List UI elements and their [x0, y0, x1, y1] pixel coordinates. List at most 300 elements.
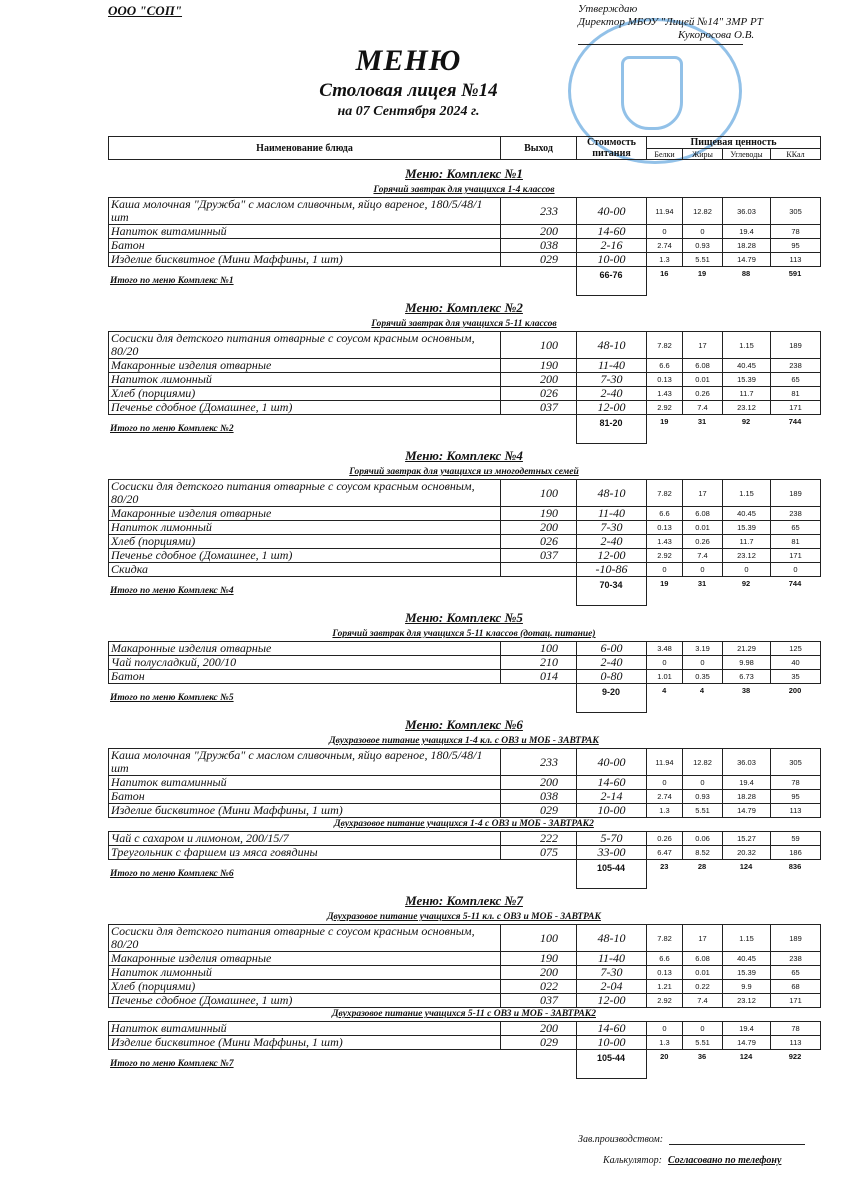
dish-yield: 200: [501, 776, 577, 790]
total-fat: 28: [697, 862, 707, 871]
header-protein: Белки: [647, 149, 683, 160]
header-kcal: ККал: [771, 149, 821, 160]
dish-cost: 2-40: [577, 656, 647, 670]
dish-kcal: 125: [771, 642, 821, 656]
dish-protein: 7.82: [647, 480, 683, 507]
dish-kcal: 238: [771, 952, 821, 966]
dish-fat: 6.08: [683, 359, 723, 373]
table-row: [109, 507, 821, 521]
dish-yield: 029: [501, 253, 577, 267]
dish-yield: 222: [501, 832, 577, 846]
dish-yield: 190: [501, 507, 577, 521]
dish-carbs: 9.9: [723, 980, 771, 994]
header-nutrition: Пищевая ценность: [647, 137, 821, 149]
dish-fat: 6.08: [683, 507, 723, 521]
dish-carbs: 1.15: [723, 480, 771, 507]
dish-protein: 6.6: [647, 507, 683, 521]
dish-fat: 17: [683, 480, 723, 507]
total-table: [108, 860, 820, 889]
dish-name: Напиток лимонный: [109, 966, 501, 980]
group-subtitle: Горячий завтрак для учащихся 5-11 классов: [371, 319, 557, 329]
dish-cost: 12-00: [577, 994, 647, 1008]
dish-name: Печенье сдобное (Домашнее, 1 шт): [109, 401, 501, 415]
dish-name: Хлеб (порциями): [109, 387, 501, 401]
dish-name: Каша молочная "Дружба" с маслом сливочным, яйцо вареное, 180/5/48/1 шт: [109, 749, 501, 776]
dish-cost: 7-30: [577, 373, 647, 387]
dish-kcal: 78: [771, 776, 821, 790]
calculator-label: Калькулятор:: [603, 1155, 662, 1166]
dish-name: Макаронные изделия отварные: [109, 642, 501, 656]
dish-name: Печенье сдобное (Домашнее, 1 шт): [109, 994, 501, 1008]
header-carbs: Углеводы: [723, 149, 771, 160]
dish-cost: 2-16: [577, 239, 647, 253]
dish-yield: 200: [501, 966, 577, 980]
dish-carbs: 19.4: [723, 1022, 771, 1036]
dish-name: Изделие бисквитное (Мини Маффины, 1 шт): [109, 253, 501, 267]
dish-fat: 7.4: [683, 401, 723, 415]
dish-carbs: 21.29: [723, 642, 771, 656]
dish-fat: 0.06: [683, 832, 723, 846]
group-subtitle: Двухразовое питание учащихся 5-11 с ОВЗ и МОБ - ЗАВТРАК2: [332, 1009, 596, 1019]
total-label: Итого по меню Комплекс №1: [110, 275, 234, 286]
dish-cost: 2-40: [577, 387, 647, 401]
table-row: [109, 253, 821, 267]
dish-carbs: 1.15: [723, 925, 771, 952]
dish-name: Напиток витаминный: [109, 1022, 501, 1036]
table-row: [109, 980, 821, 994]
dish-kcal: 0: [771, 563, 821, 577]
dish-cost: 0-80: [577, 670, 647, 684]
dish-protein: 7.82: [647, 332, 683, 359]
table-row: [109, 749, 821, 776]
document-date: на 07 Сентября 2024 г.: [337, 104, 480, 119]
dish-carbs: 20.32: [723, 846, 771, 860]
dish-fat: 8.52: [683, 846, 723, 860]
total-label: Итого по меню Комплекс №4: [110, 585, 234, 596]
menu-sections: [108, 162, 820, 1080]
dish-name: Печенье сдобное (Домашнее, 1 шт): [109, 549, 501, 563]
dish-cost: 40-00: [577, 749, 647, 776]
group-subtitle: Горячий завтрак для учащихся из многодетных семей: [349, 467, 579, 477]
dish-protein: 1.3: [647, 253, 683, 267]
dish-cost: 10-00: [577, 253, 647, 267]
dish-table: [108, 1021, 821, 1050]
dish-name: Хлеб (порциями): [109, 535, 501, 549]
table-row: [109, 373, 821, 387]
dish-protein: 3.48: [647, 642, 683, 656]
table-row: [109, 670, 821, 684]
dish-cost: 11-40: [577, 507, 647, 521]
table-row: [109, 563, 821, 577]
dish-yield: 037: [501, 401, 577, 415]
approval-line-3: Кукоросова О.В.: [678, 29, 755, 41]
dish-kcal: 95: [771, 790, 821, 804]
dish-protein: 1.3: [647, 804, 683, 818]
dish-cost: 7-30: [577, 521, 647, 535]
dish-fat: 0.01: [683, 966, 723, 980]
section-title: Меню: Комплекс №6: [405, 717, 523, 732]
signature-line: [669, 1133, 805, 1145]
total-carbs: 124: [739, 862, 753, 871]
dish-cost: 12-00: [577, 401, 647, 415]
total-label: Итого по меню Комплекс №6: [110, 868, 234, 879]
total-kcal: 200: [788, 686, 802, 695]
table-row: [109, 387, 821, 401]
table-row: [109, 359, 821, 373]
dish-carbs: 40.45: [723, 952, 771, 966]
dish-kcal: 113: [771, 804, 821, 818]
table-row: [109, 480, 821, 507]
dish-carbs: 14.79: [723, 253, 771, 267]
total-carbs: 92: [741, 417, 751, 426]
dish-yield: 100: [501, 642, 577, 656]
dish-yield: 029: [501, 1036, 577, 1050]
dish-carbs: 18.28: [723, 239, 771, 253]
dish-kcal: 189: [771, 480, 821, 507]
dish-cost: -10-86: [577, 563, 647, 577]
total-cost: 66-76: [576, 267, 646, 296]
dish-kcal: 68: [771, 980, 821, 994]
document-title: МЕНЮ: [355, 44, 462, 77]
dish-kcal: 113: [771, 253, 821, 267]
dish-fat: 0: [683, 563, 723, 577]
dish-kcal: 171: [771, 994, 821, 1008]
total-row: [108, 577, 820, 606]
production-signature: [578, 1133, 805, 1145]
dish-fat: 12.82: [683, 749, 723, 776]
dish-protein: 6.6: [647, 359, 683, 373]
dish-protein: 0: [647, 225, 683, 239]
dish-cost: 14-60: [577, 225, 647, 239]
table-row: [109, 952, 821, 966]
dish-table: [108, 641, 821, 684]
dish-protein: 2.74: [647, 239, 683, 253]
dish-yield: 100: [501, 332, 577, 359]
dish-yield: 200: [501, 373, 577, 387]
dish-kcal: 305: [771, 198, 821, 225]
document-subtitle: Столовая лицея №14: [319, 80, 498, 101]
total-kcal: 744: [788, 417, 802, 426]
total-protein: 4: [662, 686, 667, 695]
dish-protein: 2.74: [647, 790, 683, 804]
table-row: [109, 994, 821, 1008]
total-row: [108, 684, 820, 713]
dish-name: Скидка: [109, 563, 501, 577]
total-label: Итого по меню Комплекс №5: [110, 692, 234, 703]
dish-fat: 17: [683, 332, 723, 359]
dish-protein: 6.6: [647, 952, 683, 966]
dish-name: Изделие бисквитное (Мини Маффины, 1 шт): [109, 804, 501, 818]
dish-carbs: 40.45: [723, 359, 771, 373]
table-row: [109, 521, 821, 535]
total-fat: 36: [697, 1052, 707, 1061]
dish-table: [108, 831, 821, 860]
dish-cost: 10-00: [577, 804, 647, 818]
dish-yield: [501, 563, 577, 577]
dish-carbs: 23.12: [723, 549, 771, 563]
dish-name: Батон: [109, 790, 501, 804]
total-row: [108, 267, 820, 296]
approval-line-1: Утверждаю: [578, 3, 638, 15]
section-title: Меню: Комплекс №2: [405, 300, 523, 315]
dish-cost: 33-00: [577, 846, 647, 860]
table-row: [109, 535, 821, 549]
section-title: Меню: Комплекс №5: [405, 610, 523, 625]
dish-protein: 0: [647, 563, 683, 577]
dish-name: Батон: [109, 670, 501, 684]
dish-fat: 0.01: [683, 373, 723, 387]
dish-name: Треугольник с фаршем из мяса говядины: [109, 846, 501, 860]
approval-block: [578, 3, 763, 45]
dish-protein: 11.94: [647, 198, 683, 225]
dish-carbs: 0: [723, 563, 771, 577]
dish-kcal: 81: [771, 387, 821, 401]
dish-cost: 7-30: [577, 966, 647, 980]
total-cost: 70-34: [576, 577, 646, 606]
dish-fat: 7.4: [683, 994, 723, 1008]
calculator-signature: [603, 1155, 781, 1166]
dish-fat: 3.19: [683, 642, 723, 656]
dish-carbs: 9.98: [723, 656, 771, 670]
total-carbs: 88: [741, 269, 751, 278]
dish-fat: 5.51: [683, 253, 723, 267]
total-table: [108, 577, 820, 606]
dish-kcal: 238: [771, 507, 821, 521]
dish-kcal: 189: [771, 332, 821, 359]
table-row: [109, 966, 821, 980]
dish-kcal: 171: [771, 401, 821, 415]
total-cost: 105-44: [576, 860, 646, 889]
dish-cost: 14-60: [577, 776, 647, 790]
dish-cost: 2-14: [577, 790, 647, 804]
dish-yield: 200: [501, 521, 577, 535]
total-row: [108, 1050, 820, 1079]
dish-yield: 029: [501, 804, 577, 818]
group-subtitle: Двухразовое питание учащихся 1-4 с ОВЗ и МОБ - ЗАВТРАК2: [334, 819, 594, 829]
dish-fat: 5.51: [683, 1036, 723, 1050]
dish-protein: 0.13: [647, 966, 683, 980]
total-carbs: 92: [741, 579, 751, 588]
dish-kcal: 95: [771, 239, 821, 253]
dish-fat: 5.51: [683, 804, 723, 818]
table-row: [109, 804, 821, 818]
table-row: [109, 549, 821, 563]
dish-cost: 48-10: [577, 480, 647, 507]
total-label: Итого по меню Комплекс №7: [110, 1058, 234, 1069]
header-cost: Стоимость питания: [577, 137, 647, 160]
dish-fat: 0.93: [683, 790, 723, 804]
dish-protein: 0.13: [647, 521, 683, 535]
dish-cost: 11-40: [577, 359, 647, 373]
header-name: Наименование блюда: [109, 137, 501, 160]
dish-yield: 190: [501, 952, 577, 966]
dish-kcal: 78: [771, 225, 821, 239]
dish-carbs: 19.4: [723, 776, 771, 790]
dish-yield: 022: [501, 980, 577, 994]
total-table: [108, 415, 820, 444]
dish-carbs: 15.39: [723, 966, 771, 980]
dish-protein: 1.43: [647, 535, 683, 549]
dish-fat: 0.22: [683, 980, 723, 994]
dish-yield: 075: [501, 846, 577, 860]
dish-cost: 11-40: [577, 952, 647, 966]
dish-cost: 48-10: [577, 925, 647, 952]
table-row: [109, 239, 821, 253]
table-row: [109, 642, 821, 656]
dish-carbs: 18.28: [723, 790, 771, 804]
dish-fat: 0.93: [683, 239, 723, 253]
group-subtitle: Горячий завтрак для учащихся 5-11 классов (дотац. питание): [332, 629, 596, 639]
total-fat: 19: [697, 269, 707, 278]
total-cost: 9-20: [576, 684, 646, 713]
dish-name: Макаронные изделия отварные: [109, 507, 501, 521]
total-kcal: 591: [788, 269, 802, 278]
dish-protein: 0: [647, 656, 683, 670]
dish-carbs: 23.12: [723, 994, 771, 1008]
dish-kcal: 35: [771, 670, 821, 684]
dish-cost: 48-10: [577, 332, 647, 359]
dish-carbs: 6.73: [723, 670, 771, 684]
total-table: [108, 684, 820, 713]
dish-kcal: 81: [771, 535, 821, 549]
dish-yield: 026: [501, 387, 577, 401]
dish-kcal: 65: [771, 521, 821, 535]
header-yield: Выход: [501, 137, 577, 160]
dish-name: Каша молочная "Дружба" с маслом сливочным, яйцо вареное, 180/5/48/1 шт: [109, 198, 501, 225]
dish-yield: 038: [501, 239, 577, 253]
dish-carbs: 19.4: [723, 225, 771, 239]
table-row: [109, 332, 821, 359]
table-header: [108, 136, 821, 160]
dish-name: Макаронные изделия отварные: [109, 359, 501, 373]
dish-fat: 0: [683, 656, 723, 670]
table-row: [109, 776, 821, 790]
calculator-value: Согласовано по телефону: [667, 1155, 782, 1166]
dish-name: Изделие бисквитное (Мини Маффины, 1 шт): [109, 1036, 501, 1050]
total-fat: 31: [697, 579, 707, 588]
section-title: Меню: Комплекс №7: [405, 893, 523, 908]
dish-fat: 0.01: [683, 521, 723, 535]
dish-cost: 12-00: [577, 549, 647, 563]
dish-carbs: 11.7: [723, 535, 771, 549]
dish-protein: 6.47: [647, 846, 683, 860]
total-protein: 23: [660, 862, 669, 871]
dish-kcal: 59: [771, 832, 821, 846]
dish-yield: 037: [501, 549, 577, 563]
dish-carbs: 40.45: [723, 507, 771, 521]
table-row: [109, 790, 821, 804]
dish-fat: 0: [683, 776, 723, 790]
dish-table: [108, 924, 821, 1008]
dish-protein: 2.92: [647, 994, 683, 1008]
dish-carbs: 36.03: [723, 749, 771, 776]
dish-name: Напиток лимонный: [109, 373, 501, 387]
section-title: Меню: Комплекс №4: [405, 448, 523, 463]
total-protein: 19: [660, 417, 669, 426]
total-table: [108, 267, 820, 296]
dish-cost: 6-00: [577, 642, 647, 656]
dish-yield: 210: [501, 656, 577, 670]
total-fat: 4: [699, 686, 705, 695]
dish-kcal: 189: [771, 925, 821, 952]
table-row: [109, 846, 821, 860]
dish-cost: 10-00: [577, 1036, 647, 1050]
dish-fat: 17: [683, 925, 723, 952]
dish-table: [108, 748, 821, 818]
dish-cost: 2-04: [577, 980, 647, 994]
dish-name: Сосиски для детского питания отварные с соусом красным основным, 80/20: [109, 925, 501, 952]
dish-kcal: 171: [771, 549, 821, 563]
group-subtitle: Горячий завтрак для учащихся 1-4 классов: [373, 185, 555, 195]
total-table: [108, 1050, 820, 1079]
dish-protein: 1.01: [647, 670, 683, 684]
dish-carbs: 14.79: [723, 804, 771, 818]
total-row: [108, 415, 820, 444]
total-cost: 81-20: [576, 415, 646, 444]
dish-kcal: 40: [771, 656, 821, 670]
dish-protein: 2.92: [647, 549, 683, 563]
dish-yield: 037: [501, 994, 577, 1008]
table-row: [109, 656, 821, 670]
total-protein: 19: [660, 579, 669, 588]
production-label: Зав.производством:: [578, 1134, 664, 1145]
table-row: [109, 225, 821, 239]
total-fat: 31: [697, 417, 707, 426]
table-row: [109, 1036, 821, 1050]
total-kcal: 836: [788, 862, 802, 871]
organization-name: ООО "СОП": [108, 3, 183, 18]
table-row: [109, 1022, 821, 1036]
dish-name: Сосиски для детского питания отварные с соусом красным основным, 80/20: [109, 332, 501, 359]
dish-name: Напиток лимонный: [109, 521, 501, 535]
table-row: [109, 401, 821, 415]
dish-kcal: 78: [771, 1022, 821, 1036]
dish-yield: 233: [501, 198, 577, 225]
dish-carbs: 11.7: [723, 387, 771, 401]
menu-section: [108, 893, 820, 1079]
section-title: Меню: Комплекс №1: [405, 166, 523, 181]
group-subtitle: Двухразовое питание учащихся 1-4 кл. с ОВЗ и МОБ - ЗАВТРАК: [329, 736, 599, 746]
dish-cost: 2-40: [577, 535, 647, 549]
dish-fat: 0: [683, 225, 723, 239]
dish-table: [108, 479, 821, 577]
dish-protein: 7.82: [647, 925, 683, 952]
dish-protein: 0.26: [647, 832, 683, 846]
dish-carbs: 1.15: [723, 332, 771, 359]
dish-fat: 6.08: [683, 952, 723, 966]
dish-yield: 233: [501, 749, 577, 776]
dish-table: [108, 331, 821, 415]
dish-yield: 100: [501, 480, 577, 507]
dish-yield: 200: [501, 225, 577, 239]
table-row: [109, 198, 821, 225]
menu-section: [108, 448, 820, 606]
table-row: [109, 925, 821, 952]
dish-fat: 0: [683, 1022, 723, 1036]
dish-carbs: 15.27: [723, 832, 771, 846]
dish-name: Батон: [109, 239, 501, 253]
total-protein: 16: [660, 269, 669, 278]
header-fat: Жиры: [683, 149, 723, 160]
dish-protein: 1.21: [647, 980, 683, 994]
dish-yield: 190: [501, 359, 577, 373]
dish-kcal: 305: [771, 749, 821, 776]
dish-fat: 0.26: [683, 535, 723, 549]
approval-line-2: Директор МБОУ "Лицей №14" ЗМР РТ: [578, 16, 763, 28]
dish-fat: 7.4: [683, 549, 723, 563]
dish-yield: 100: [501, 925, 577, 952]
dish-protein: 2.92: [647, 401, 683, 415]
